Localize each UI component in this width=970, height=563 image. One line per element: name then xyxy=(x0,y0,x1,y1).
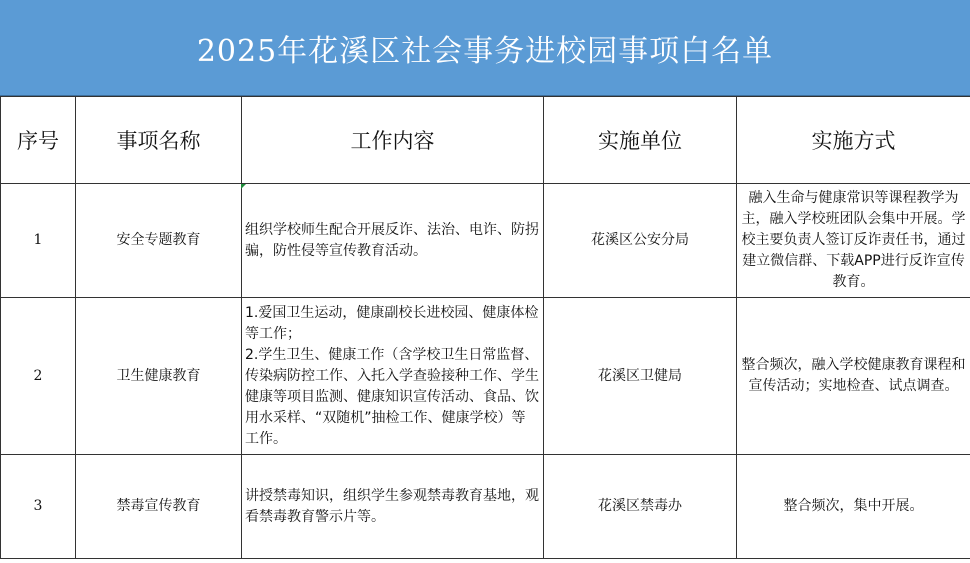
cell-seq[interactable]: 1 xyxy=(1,184,76,298)
cell-comment-marker xyxy=(241,184,246,189)
table-row xyxy=(1,184,970,298)
header-item-name[interactable]: 事项名称 xyxy=(76,97,242,184)
header-unit[interactable]: 实施单位 xyxy=(544,97,737,184)
cell-item-name[interactable]: 卫生健康教育 xyxy=(76,298,242,455)
content-line: 讲授禁毒知识，组织学生参观禁毒教育基地，观看禁毒教育警示片等。 xyxy=(245,487,539,525)
table-row xyxy=(1,298,970,455)
header-content[interactable]: 工作内容 xyxy=(242,97,544,184)
cell-method[interactable]: 整合频次，融入学校健康教育课程和宣传活动；实地检查、试点调查。 xyxy=(737,298,970,455)
header-row xyxy=(1,97,970,184)
cell-content[interactable] xyxy=(242,298,544,455)
cell-unit[interactable]: 花溪区卫健局 xyxy=(544,298,737,455)
content-line: 1.爱国卫生运动，健康副校长进校园、健康体检等工作； xyxy=(245,304,539,342)
cell-content[interactable] xyxy=(242,455,544,559)
content-line: 2.学生卫生、健康工作（含学校卫生日常监督、传染病防控工作、入托入学查验接种工作、学生健康等项目监测、健康知识宣传活动、食品、饮用水采样、“双随机”抽检工作、健康学校）等工作。 xyxy=(245,346,539,447)
cell-seq[interactable]: 2 xyxy=(1,298,76,455)
header-seq[interactable]: 序号 xyxy=(1,97,76,184)
cell-unit[interactable]: 花溪区公安分局 xyxy=(544,184,737,298)
cell-unit[interactable]: 花溪区禁毒办 xyxy=(544,455,737,559)
title-banner xyxy=(0,0,970,96)
cell-content[interactable] xyxy=(242,184,544,298)
cell-seq[interactable]: 3 xyxy=(1,455,76,559)
whitelist-table xyxy=(0,96,970,559)
content-line: 组织学校师生配合开展反诈、法治、电诈、防拐骗，防性侵等宣传教育活动。 xyxy=(245,221,539,259)
page-title: 2025年花溪区社会事务进校园事项白名单 xyxy=(196,33,774,69)
table-row xyxy=(1,455,970,559)
cell-method[interactable]: 整合频次，集中开展。 xyxy=(737,455,970,559)
cell-method[interactable]: 融入生命与健康常识等课程教学为主，融入学校班团队会集中开展。学校主要负责人签订反诈责任书，通过建立微信群、下载APP进行反诈宣传教育。 xyxy=(737,184,970,298)
cell-item-name[interactable]: 安全专题教育 xyxy=(76,184,242,298)
cell-item-name[interactable]: 禁毒宣传教育 xyxy=(76,455,242,559)
header-method[interactable]: 实施方式 xyxy=(737,97,970,184)
